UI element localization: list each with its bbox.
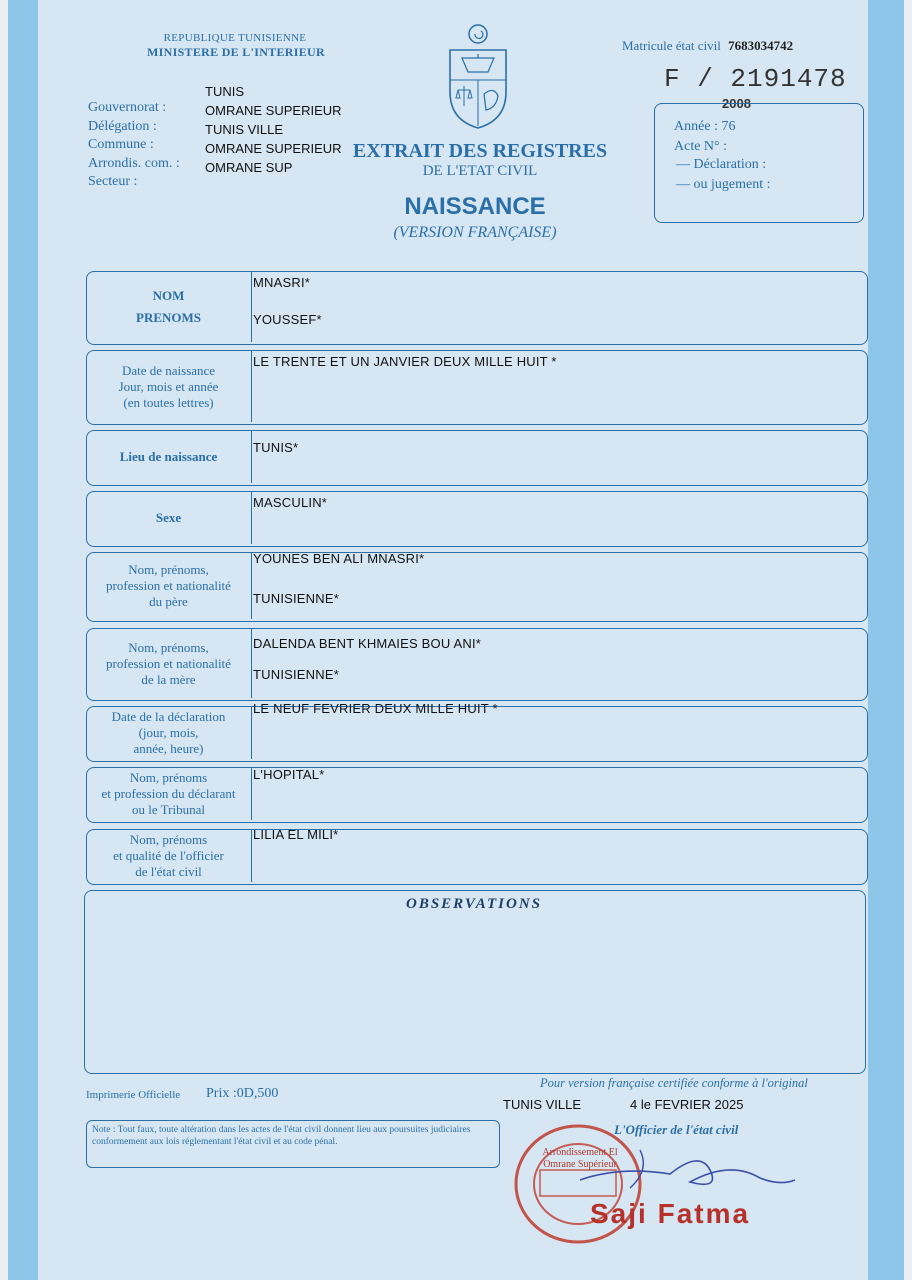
arrondissement-label: Arrondis. com. : bbox=[88, 155, 180, 171]
row-label-pere: Nom, prénoms, profession et nationalité du père bbox=[86, 553, 252, 619]
place-value: TUNIS VILLE bbox=[503, 1097, 582, 1112]
commune-label: Commune : bbox=[88, 137, 154, 152]
acte-number-label: Acte N° : bbox=[674, 139, 728, 154]
imprimerie-label: Imprimerie Officielle bbox=[86, 1089, 181, 1101]
row-label-declarant: Nom, prénoms et profession du déclarant ou le Tribunal bbox=[86, 768, 252, 820]
observations-box bbox=[84, 890, 866, 1074]
matricule-label: Matricule état civil bbox=[622, 38, 721, 53]
lieu-naissance-value: TUNIS* bbox=[253, 440, 299, 455]
declarant-value: L'HOPITAL* bbox=[253, 767, 325, 782]
observations-title: OBSERVATIONS bbox=[406, 896, 542, 912]
prix-label: Prix :0D,500 bbox=[206, 1086, 279, 1101]
prenoms-value: YOUSSEF* bbox=[253, 312, 322, 327]
location-labels bbox=[88, 99, 180, 192]
row-label-officier: Nom, prénoms et qualité de l'officier de l'état civil bbox=[86, 830, 252, 882]
ministry-label: MINISTERE DE L'INTERIEUR bbox=[147, 45, 325, 59]
certified-label: Pour version française certifiée conforme à l'original bbox=[540, 1076, 808, 1090]
sexe-value: MASCULIN* bbox=[253, 495, 328, 510]
officier-value: LILIA EL MILI* bbox=[253, 827, 339, 842]
title-line1: EXTRAIT DES REGISTRES bbox=[352, 140, 608, 162]
nom-value: MNASRI* bbox=[253, 275, 311, 290]
arrondissement-value: OMRANE SUPERIEUR bbox=[205, 141, 342, 156]
gouvernorat-label: Gouvernorat : bbox=[88, 100, 167, 115]
jugement-label: — ou jugement : bbox=[676, 177, 771, 192]
pere-nationalite-value: TUNISIENNE* bbox=[253, 591, 339, 606]
row-label-sexe: Sexe bbox=[86, 492, 252, 544]
title-version: (VERSION FRANÇAISE) bbox=[393, 224, 557, 241]
commune-value: TUNIS VILLE bbox=[205, 122, 284, 137]
secteur-label: Secteur : bbox=[88, 174, 138, 189]
signature-name-stamp: Saji Fatma bbox=[590, 1198, 751, 1229]
row-label-declaration: Date de la déclaration (jour, mois, année, heure) bbox=[86, 707, 252, 759]
acte-year: 2008 bbox=[722, 96, 751, 111]
declaration-label: — Déclaration : bbox=[676, 157, 767, 172]
officer-signature bbox=[560, 1130, 800, 1200]
republic-label: REPUBLIQUE TUNISIENNE bbox=[163, 32, 307, 44]
delegation-label: Délégation : bbox=[88, 118, 157, 134]
annee-value: 76 bbox=[721, 119, 736, 134]
secteur-value: OMRANE SUP bbox=[205, 160, 293, 175]
note-text: Note : Tout faux, toute altération dans les actes de l'état civil donnent lieu aux poursuites judiciaires conformement aux lois réglementant l'état civil et au code pénal. bbox=[92, 1125, 471, 1147]
officer-label: L'Officier de l'état civil bbox=[614, 1122, 739, 1137]
declaration-date-value: LE NEUF FEVRIER DEUX MILLE HUIT * bbox=[253, 701, 498, 716]
date-value: 4 le FEVRIER 2025 bbox=[630, 1097, 744, 1112]
stamp-text: Arrondissement El Omrane Supérieur bbox=[542, 1147, 618, 1170]
row-label-mere: Nom, prénoms, profession et nationalité de la mère bbox=[86, 629, 252, 698]
location-values bbox=[205, 82, 342, 177]
row-label-nom-prenoms: NOM PRENOMS bbox=[86, 272, 252, 342]
delegation-value: OMRANE SUPERIEUR bbox=[205, 103, 342, 118]
annee-label: Année : bbox=[674, 119, 718, 134]
gouvernorat-value: TUNIS bbox=[205, 84, 244, 99]
serial-number: F / 2191478 bbox=[664, 64, 847, 94]
row-label-lieu-naissance: Lieu de naissance bbox=[86, 431, 252, 483]
matricule-value: 7683034742 bbox=[728, 38, 794, 53]
date-naissance-value: LE TRENTE ET UN JANVIER DEUX MILLE HUIT * bbox=[253, 354, 557, 369]
annee-row bbox=[674, 119, 735, 135]
mere-nationalite-value: TUNISIENNE* bbox=[253, 667, 339, 682]
row-label-date-naissance: Date de naissance Jour, mois et année (en toutes lettres) bbox=[86, 351, 252, 422]
coat-of-arms-emblem bbox=[442, 22, 514, 130]
mere-nom-value: DALENDA BENT KHMAIES BOU ANI* bbox=[253, 636, 482, 651]
pere-nom-value: YOUNES BEN ALI MNASRI* bbox=[253, 551, 425, 566]
title-line2: DE L'ETAT CIVIL bbox=[422, 163, 538, 179]
title-main: NAISSANCE bbox=[404, 193, 546, 220]
